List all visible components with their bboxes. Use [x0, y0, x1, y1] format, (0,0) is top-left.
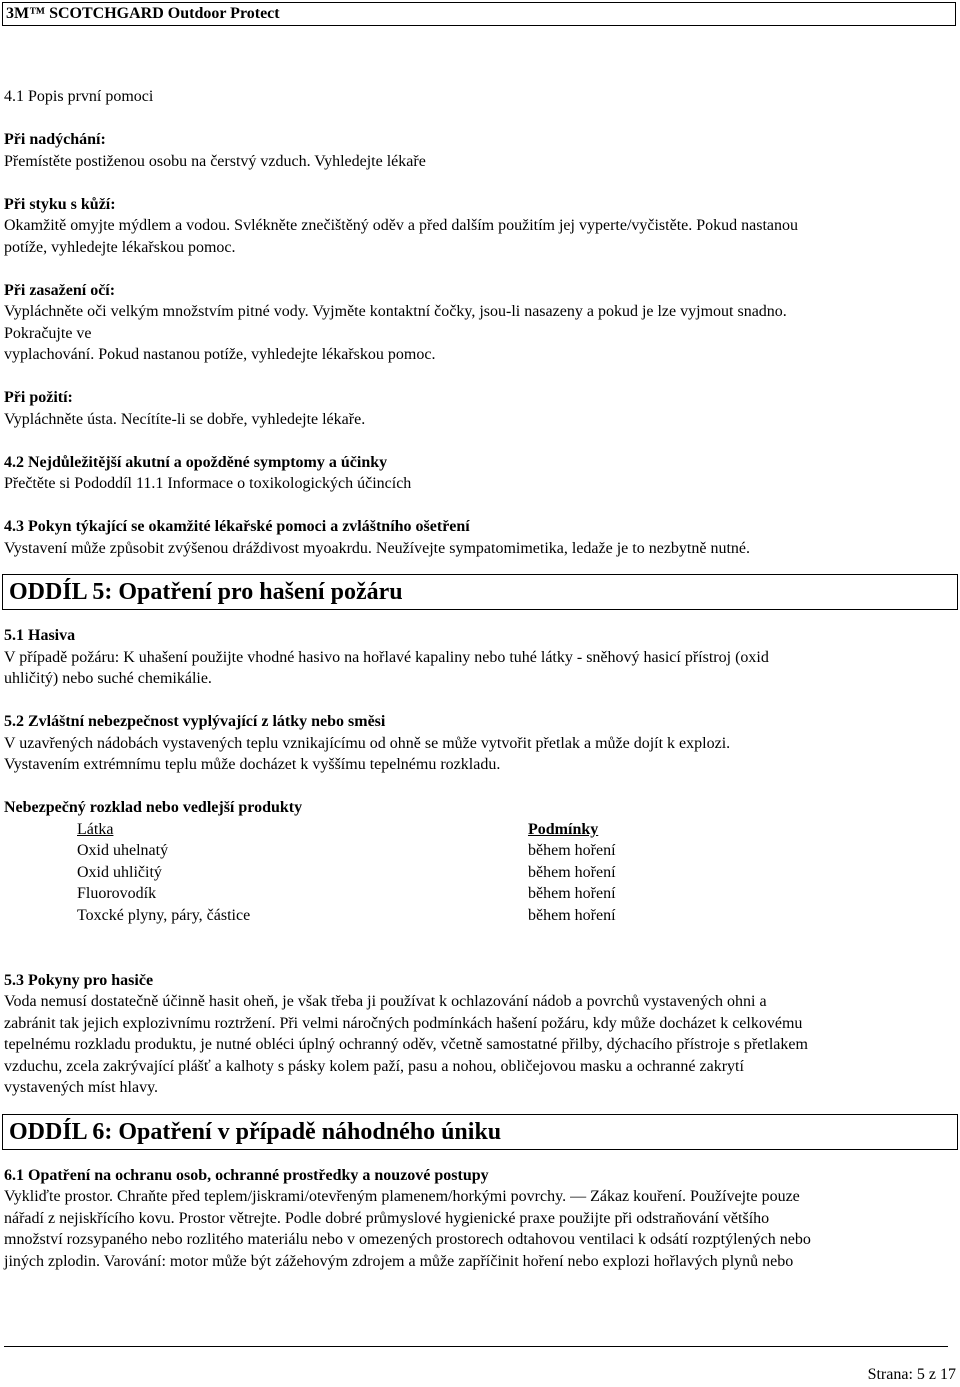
eye-contact-text-3: vyplachování. Pokud nastanou potíže, vyhledejte lékařskou pomoc.	[4, 346, 436, 363]
section-6-1-title: 6.1 Opatření na ochranu osob, ochranné prostředky a nouzové postupy	[4, 1166, 489, 1184]
condition-cell: během hoření	[528, 906, 616, 924]
section-6-1-text-1: Vykliďte prostor. Chraňte před teplem/jiskrami/otevřeným plamenem/horkými povrchy. — Zákaz kouření. Používejte pouze	[4, 1188, 800, 1205]
decomposition-table	[4, 819, 954, 927]
document-body	[4, 86, 954, 1272]
section-5-heading	[2, 574, 958, 610]
substance-cell: Toxcké plyny, páry, částice	[77, 906, 251, 924]
eye-contact-text-2: Pokračujte ve	[4, 324, 92, 342]
section-6-1-text-2: nářadí z nejiskřícího kovu. Prostor větrejte. Podle dobré průmyslové hygienické praxe použijte při odstraňování většího	[4, 1209, 770, 1227]
section-5-3-text-5: vystavených míst hlavy.	[4, 1079, 159, 1096]
ingestion-text: Vypláchněte ústa. Necítíte-li se dobře, vyhledejte lékaře.	[4, 410, 366, 428]
condition-column	[528, 819, 616, 927]
condition-cell: během hoření	[528, 842, 616, 859]
section-5-3-text-2: zabránit tak jejich explozivnímu roztržení. Při velmi náročných podmínkách hašení požáru, kdy může docházet k celkovému	[4, 1014, 803, 1032]
inhalation-heading: Při nadýchání:	[4, 131, 106, 148]
page-number: Strana: 5 z 17	[867, 1366, 956, 1383]
document-header	[2, 2, 956, 26]
decomposition-title: Nebezpečný rozklad nebo vedlejší produkty	[4, 799, 303, 816]
section-4-2-text: Přečtěte si Pododdíl 11.1 Informace o toxikologických účincích	[4, 475, 412, 492]
condition-cell: během hoření	[528, 863, 616, 881]
section-5-2-text-1: V uzavřených nádobách vystavených teplu vznikajícímu od ohně se může vytvořit přetlak a může dojít k explozi.	[4, 734, 731, 752]
section-6-title: ODDÍL 6: Opatření v případě náhodného úniku	[9, 1118, 502, 1145]
inhalation-text: Přemístěte postiženou osobu na čerstvý vzduch. Vyhledejte lékaře	[4, 152, 426, 170]
substance-column-header: Látka	[77, 820, 114, 838]
substance-cell: Oxid uhličitý	[77, 863, 162, 881]
section-5-1-title: 5.1 Hasiva	[4, 627, 76, 644]
section-5-3-text-4: vzduchu, zcela zakrývající plášť a kalhoty s pásky kolem paží, pasu a nohou, obličejovou masku a ochranné zakrytí	[4, 1057, 744, 1075]
section-4-3-text: Vystavení může způsobit zvýšenou dráždivost myoakrdu. Neužívejte sympatomimetika, ledaže je to nezbytně nutné.	[4, 539, 751, 557]
section-4-1-title: 4.1 Popis první pomoci	[4, 88, 154, 105]
ingestion-heading: Při požití:	[4, 389, 73, 406]
eye-contact-text-1: Vypláchněte oči velkým množstvím pitné vody. Vyjměte kontaktní čočky, jsou-li nasazeny a pokud je lze vyjmout snadno.	[4, 303, 787, 320]
skin-contact-text-2: potíže, vyhledejte lékařskou pomoc.	[4, 238, 236, 256]
section-5-title: ODDÍL 5: Opatření pro hašení požáru	[9, 579, 403, 605]
substance-cell: Fluorovodík	[77, 885, 157, 902]
section-5-3-text-3: tepelnému rozkladu produktu, je nutné obléci úplný ochranný oděv, včetně samostatné přilby, dýchacího přístroje s přetlakem	[4, 1036, 808, 1053]
condition-cell: během hoření	[528, 885, 616, 902]
section-5-2-title: 5.2 Zvláštní nebezpečnost vyplývající z látky nebo směsi	[4, 713, 386, 730]
section-6-1-text-3: množství rozsypaného nebo rozlitého materiálu nebo v omezených prostorech odtahovou ventilaci k odsátí rozptýlených nebo	[4, 1231, 811, 1248]
section-5-1-text-2: uhličitý) nebo suché chemikálie.	[4, 670, 212, 687]
section-6-heading	[2, 1114, 958, 1150]
section-6-1-text-4: jiných zplodin. Varování: motor může být zážehovým zdrojem a může zapříčinit hoření nebo explozi hořlavých plynů nebo	[4, 1252, 794, 1270]
footer-divider	[4, 1346, 948, 1347]
section-5-2-text-2: Vystavením extrémnímu teplu může docházet k vyššímu tepelnému rozkladu.	[4, 756, 501, 773]
skin-contact-text-1: Okamžitě omyjte mýdlem a vodou. Svlékněte znečištěný oděv a před dalším použitím jej vyperte/vyčistěte. Pokud nastanou	[4, 217, 799, 234]
section-5-1-text-1: V případě požáru: K uhašení použijte vhodné hasivo na hořlavé kapaliny nebo tuhé látky - sněhový hasicí přístroj (oxid	[4, 648, 769, 666]
eye-contact-heading: Při zasažení očí:	[4, 281, 116, 299]
section-5-3-title: 5.3 Pokyny pro hasiče	[4, 971, 154, 989]
substance-cell: Oxid uhelnatý	[77, 842, 169, 859]
section-4-2-title: 4.2 Nejdůležitější akutní a opožděné symptomy a účinky	[4, 453, 388, 471]
substance-column	[77, 819, 250, 927]
section-4-3-title: 4.3 Pokyn týkající se okamžité lékařské pomoci a zvláštního ošetření	[4, 518, 470, 535]
condition-column-header: Podmínky	[528, 820, 599, 838]
section-5-3-text-1: Voda nemusí dostatečně účinně hasit oheň, je však třeba ji používat k ochlazování nádob a povrchů vystavených ohni a	[4, 993, 767, 1010]
skin-contact-heading: Při styku s kůží:	[4, 195, 116, 213]
product-title: 3M™ SCOTCHGARD Outdoor Protect	[6, 5, 280, 22]
